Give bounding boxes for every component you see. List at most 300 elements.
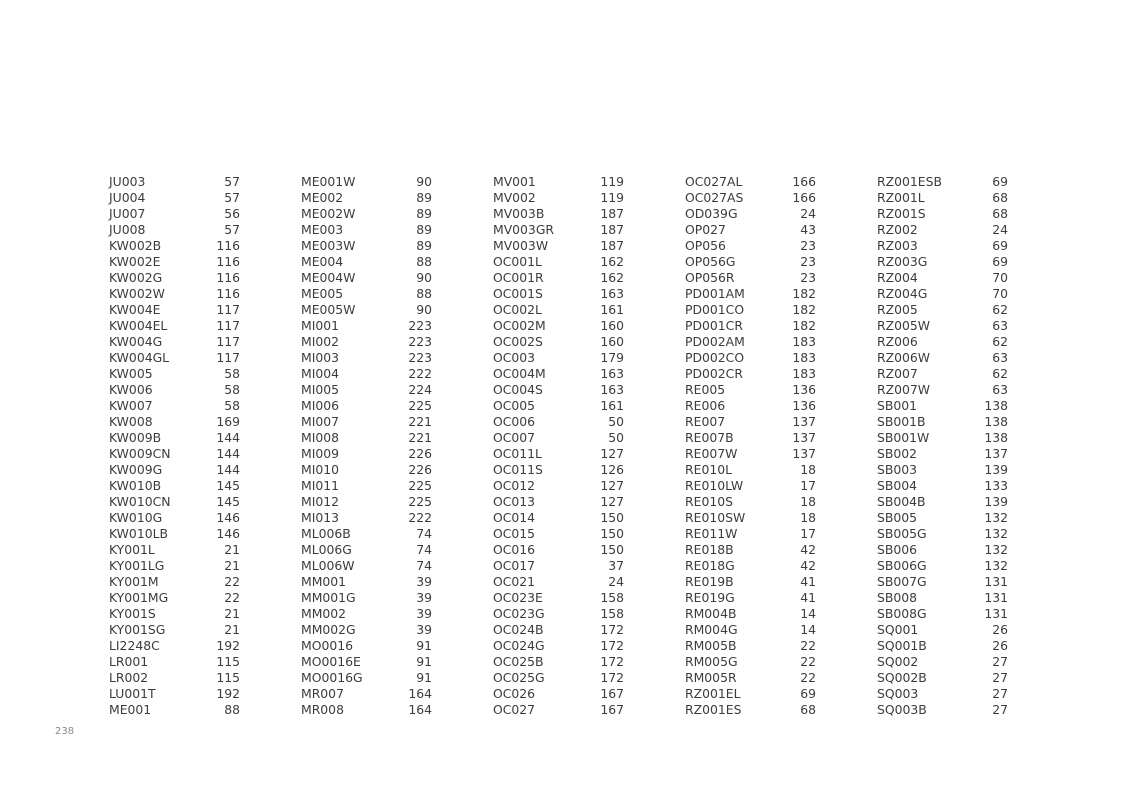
index-entry xyxy=(877,238,1008,254)
product-code: ME004W xyxy=(301,270,356,285)
product-code: OP056 xyxy=(685,238,726,253)
product-code: SB001W xyxy=(877,430,930,445)
index-entry xyxy=(685,238,816,254)
page-reference: 50 xyxy=(608,414,624,429)
product-code: RE007W xyxy=(685,446,738,461)
page-reference: 117 xyxy=(216,318,240,333)
index-entry xyxy=(301,542,432,558)
page-reference: 50 xyxy=(608,430,624,445)
product-code: KY001MG xyxy=(109,590,169,605)
page-reference: 26 xyxy=(992,622,1008,637)
index-entry xyxy=(685,366,816,382)
page-reference: 68 xyxy=(800,702,816,717)
index-entry xyxy=(109,622,240,638)
product-code: MI004 xyxy=(301,366,339,381)
index-column-3 xyxy=(493,174,624,718)
page-reference: 24 xyxy=(992,222,1008,237)
product-code: RE018G xyxy=(685,558,735,573)
page-reference: 42 xyxy=(800,558,816,573)
page-reference: 127 xyxy=(600,446,624,461)
product-code: RM005B xyxy=(685,638,737,653)
product-code: PD002AM xyxy=(685,334,745,349)
product-code: OC013 xyxy=(493,494,536,509)
product-code: MI006 xyxy=(301,398,339,413)
index-entry xyxy=(877,622,1008,638)
page-reference: 21 xyxy=(224,542,240,557)
index-entry xyxy=(301,590,432,606)
page-reference: 224 xyxy=(408,382,432,397)
page-reference: 131 xyxy=(984,574,1008,589)
page-reference: 172 xyxy=(600,622,624,637)
index-entry xyxy=(109,318,240,334)
product-code: SB005 xyxy=(877,510,918,525)
product-code: RE019B xyxy=(685,574,734,589)
page-reference: 182 xyxy=(792,302,816,317)
index-entry xyxy=(493,238,624,254)
product-code: OC002L xyxy=(493,302,542,317)
index-entry xyxy=(877,686,1008,702)
page-reference: 18 xyxy=(800,494,816,509)
page-reference: 167 xyxy=(600,686,624,701)
product-code: KY001L xyxy=(109,542,155,557)
page-reference: 23 xyxy=(800,254,816,269)
product-code: RE018B xyxy=(685,542,734,557)
page-reference: 27 xyxy=(992,702,1008,717)
product-code: ME002W xyxy=(301,206,356,221)
product-code: SB007G xyxy=(877,574,927,589)
product-code: ME001 xyxy=(109,702,152,717)
index-entry xyxy=(685,398,816,414)
page-reference: 145 xyxy=(216,494,240,509)
product-code: SB001 xyxy=(877,398,918,413)
index-entry xyxy=(877,526,1008,542)
page-reference: 39 xyxy=(416,622,432,637)
product-code: OD039G xyxy=(685,206,738,221)
page-reference: 179 xyxy=(600,350,624,365)
index-entry xyxy=(877,574,1008,590)
page-reference: 115 xyxy=(216,670,240,685)
product-code: MI013 xyxy=(301,510,339,525)
index-entry xyxy=(877,190,1008,206)
index-entry xyxy=(877,670,1008,686)
page-reference: 69 xyxy=(992,254,1008,269)
product-code: OC027AS xyxy=(685,190,744,205)
page-reference: 127 xyxy=(600,494,624,509)
product-code: OC024B xyxy=(493,622,544,637)
product-code: MR007 xyxy=(301,686,344,701)
product-code: SB004 xyxy=(877,478,918,493)
index-entry xyxy=(109,462,240,478)
product-code: OC024G xyxy=(493,638,545,653)
product-code: MO0016G xyxy=(301,670,363,685)
index-entry xyxy=(877,606,1008,622)
page-reference: 58 xyxy=(224,366,240,381)
product-code: SQ003 xyxy=(877,686,919,701)
page-reference: 137 xyxy=(792,446,816,461)
index-entry xyxy=(109,638,240,654)
page-reference: 88 xyxy=(416,254,432,269)
index-entry xyxy=(493,398,624,414)
product-code: KW006 xyxy=(109,382,153,397)
page-reference: 222 xyxy=(408,510,432,525)
page-reference: 138 xyxy=(984,430,1008,445)
index-entry xyxy=(109,526,240,542)
product-code: KW009B xyxy=(109,430,162,445)
product-code: OP056G xyxy=(685,254,736,269)
page-reference: 63 xyxy=(992,350,1008,365)
product-code: PD002CR xyxy=(685,366,743,381)
page-reference: 223 xyxy=(408,350,432,365)
index-entry xyxy=(493,190,624,206)
page-reference: 27 xyxy=(992,686,1008,701)
product-code: OC012 xyxy=(493,478,536,493)
index-column-4 xyxy=(685,174,816,718)
page-reference: 139 xyxy=(984,462,1008,477)
index-entry xyxy=(301,238,432,254)
index-entry xyxy=(685,542,816,558)
index-entry xyxy=(877,318,1008,334)
product-code: SB004B xyxy=(877,494,926,509)
product-code: MO0016E xyxy=(301,654,361,669)
product-code: OC002S xyxy=(493,334,543,349)
page-reference: 166 xyxy=(792,190,816,205)
page-reference: 90 xyxy=(416,270,432,285)
product-code: ML006G xyxy=(301,542,352,557)
index-entry xyxy=(877,222,1008,238)
page-reference: 58 xyxy=(224,398,240,413)
product-code: LR002 xyxy=(109,670,149,685)
index-entry xyxy=(877,590,1008,606)
index-entry xyxy=(493,542,624,558)
page-reference: 119 xyxy=(600,190,624,205)
index-entry xyxy=(301,622,432,638)
index-entry xyxy=(877,654,1008,670)
product-code: OC007 xyxy=(493,430,536,445)
page-reference: 57 xyxy=(224,222,240,237)
index-entry xyxy=(301,654,432,670)
index-entry xyxy=(493,574,624,590)
page-reference: 150 xyxy=(600,542,624,557)
page-reference: 226 xyxy=(408,446,432,461)
page-reference: 222 xyxy=(408,366,432,381)
product-code: SQ001 xyxy=(877,622,919,637)
page-reference: 27 xyxy=(992,654,1008,669)
index-entry xyxy=(109,702,240,718)
index-entry xyxy=(685,622,816,638)
product-code: OC023E xyxy=(493,590,543,605)
page-reference: 183 xyxy=(792,366,816,381)
page-reference: 57 xyxy=(224,174,240,189)
index-entry xyxy=(877,446,1008,462)
product-code: RE011W xyxy=(685,526,738,541)
index-entry xyxy=(685,478,816,494)
index-entry xyxy=(685,334,816,350)
index-entry xyxy=(109,382,240,398)
page-reference: 74 xyxy=(416,558,432,573)
index-entry xyxy=(493,414,624,430)
product-code: OC003 xyxy=(493,350,536,365)
index-entry xyxy=(877,462,1008,478)
page-reference: 91 xyxy=(416,638,432,653)
index-entry xyxy=(685,270,816,286)
page-reference: 136 xyxy=(792,398,816,413)
index-entry xyxy=(877,206,1008,222)
product-code: RM005G xyxy=(685,654,738,669)
page-reference: 144 xyxy=(216,462,240,477)
product-code: SB006G xyxy=(877,558,927,573)
page-reference: 137 xyxy=(984,446,1008,461)
page-reference: 63 xyxy=(992,318,1008,333)
product-code: KW010G xyxy=(109,510,163,525)
product-code: KW002W xyxy=(109,286,165,301)
index-entry xyxy=(109,350,240,366)
index-entry xyxy=(301,334,432,350)
page-reference: 63 xyxy=(992,382,1008,397)
index-entry xyxy=(877,334,1008,350)
product-code: SQ002 xyxy=(877,654,919,669)
page-reference: 21 xyxy=(224,606,240,621)
index-entry xyxy=(493,606,624,622)
product-code: RZ005 xyxy=(877,302,918,317)
product-code: RZ003G xyxy=(877,254,928,269)
index-entry xyxy=(493,382,624,398)
page-reference: 127 xyxy=(600,478,624,493)
product-index-grid xyxy=(109,174,1049,734)
page-reference: 23 xyxy=(800,238,816,253)
index-entry xyxy=(493,622,624,638)
page-reference: 132 xyxy=(984,510,1008,525)
product-code: MV002 xyxy=(493,190,536,205)
index-entry xyxy=(109,494,240,510)
page-reference: 150 xyxy=(600,510,624,525)
product-code: PD001CR xyxy=(685,318,743,333)
page-reference: 115 xyxy=(216,654,240,669)
product-code: KW010LB xyxy=(109,526,168,541)
index-entry xyxy=(877,286,1008,302)
page-reference: 187 xyxy=(600,206,624,221)
index-entry xyxy=(109,478,240,494)
index-entry xyxy=(685,686,816,702)
index-entry xyxy=(301,286,432,302)
page-reference: 163 xyxy=(600,366,624,381)
index-entry xyxy=(493,430,624,446)
index-entry xyxy=(301,222,432,238)
index-entry xyxy=(301,686,432,702)
page-reference: 182 xyxy=(792,318,816,333)
page-reference: 116 xyxy=(216,238,240,253)
product-code: ML006W xyxy=(301,558,355,573)
page-reference: 57 xyxy=(224,190,240,205)
product-code: MV003GR xyxy=(493,222,555,237)
product-code: OC026 xyxy=(493,686,536,701)
page-reference: 17 xyxy=(800,526,816,541)
page-reference: 144 xyxy=(216,446,240,461)
index-entry xyxy=(685,254,816,270)
index-entry xyxy=(493,174,624,190)
page-reference: 187 xyxy=(600,238,624,253)
index-entry xyxy=(109,590,240,606)
page-reference: 221 xyxy=(408,430,432,445)
index-entry xyxy=(877,382,1008,398)
page-reference: 74 xyxy=(416,542,432,557)
index-entry xyxy=(109,574,240,590)
product-code: KW004E xyxy=(109,302,161,317)
page-reference: 22 xyxy=(800,638,816,653)
page-reference: 162 xyxy=(600,270,624,285)
index-entry xyxy=(493,638,624,654)
product-code: RE007 xyxy=(685,414,726,429)
product-code: MR008 xyxy=(301,702,344,717)
page-reference: 24 xyxy=(608,574,624,589)
product-code: KW002G xyxy=(109,270,163,285)
index-entry xyxy=(109,254,240,270)
index-entry xyxy=(685,702,816,718)
index-entry xyxy=(301,414,432,430)
product-code: SB005G xyxy=(877,526,927,541)
index-entry xyxy=(109,606,240,622)
product-code: RZ004G xyxy=(877,286,928,301)
index-entry xyxy=(301,318,432,334)
page-reference: 39 xyxy=(416,606,432,621)
product-code: RE005 xyxy=(685,382,726,397)
index-entry xyxy=(301,382,432,398)
index-entry xyxy=(109,430,240,446)
index-entry xyxy=(301,670,432,686)
index-entry xyxy=(109,270,240,286)
product-code: RZ004 xyxy=(877,270,918,285)
page-reference: 225 xyxy=(408,398,432,413)
product-code: MI010 xyxy=(301,462,339,477)
page-reference: 225 xyxy=(408,478,432,493)
page-reference: 158 xyxy=(600,590,624,605)
page-reference: 163 xyxy=(600,286,624,301)
product-code: ME001W xyxy=(301,174,356,189)
product-code: KY001LG xyxy=(109,558,165,573)
page-reference: 89 xyxy=(416,238,432,253)
page-reference: 90 xyxy=(416,302,432,317)
product-code: KY001SG xyxy=(109,622,166,637)
index-entry xyxy=(301,702,432,718)
page-reference: 62 xyxy=(992,302,1008,317)
product-code: RE019G xyxy=(685,590,735,605)
index-entry xyxy=(685,414,816,430)
product-code: MM001 xyxy=(301,574,347,589)
index-entry xyxy=(877,174,1008,190)
index-entry xyxy=(685,350,816,366)
index-entry xyxy=(301,462,432,478)
product-code: ME002 xyxy=(301,190,344,205)
page-reference: 41 xyxy=(800,574,816,589)
page-number: 238 xyxy=(55,726,75,737)
index-entry xyxy=(109,654,240,670)
product-code: RE010L xyxy=(685,462,732,477)
index-entry xyxy=(301,606,432,622)
page-reference: 41 xyxy=(800,590,816,605)
product-code: ME003W xyxy=(301,238,356,253)
product-code: KW004EL xyxy=(109,318,168,333)
product-code: RM004B xyxy=(685,606,737,621)
page-reference: 161 xyxy=(600,398,624,413)
index-entry xyxy=(301,190,432,206)
index-column-5 xyxy=(877,174,1008,718)
page-reference: 89 xyxy=(416,222,432,237)
index-entry xyxy=(493,526,624,542)
index-column-1 xyxy=(109,174,240,718)
product-code: SB002 xyxy=(877,446,918,461)
product-code: OC011S xyxy=(493,462,543,477)
product-code: JU008 xyxy=(109,222,146,237)
page-reference: 116 xyxy=(216,254,240,269)
index-entry xyxy=(109,334,240,350)
page-reference: 117 xyxy=(216,350,240,365)
product-code: OC027 xyxy=(493,702,536,717)
product-code: RZ001ESB xyxy=(877,174,942,189)
index-entry xyxy=(493,446,624,462)
product-code: MI003 xyxy=(301,350,339,365)
product-code: OC025G xyxy=(493,670,545,685)
index-entry xyxy=(301,638,432,654)
product-code: MV003W xyxy=(493,238,549,253)
index-entry xyxy=(493,286,624,302)
page-reference: 192 xyxy=(216,638,240,653)
product-code: OC004S xyxy=(493,382,543,397)
page-reference: 69 xyxy=(800,686,816,701)
page-reference: 37 xyxy=(608,558,624,573)
product-code: KW010B xyxy=(109,478,162,493)
page-reference: 18 xyxy=(800,462,816,477)
page-reference: 132 xyxy=(984,526,1008,541)
page-reference: 136 xyxy=(792,382,816,397)
index-entry xyxy=(877,478,1008,494)
index-entry xyxy=(301,574,432,590)
page-reference: 24 xyxy=(800,206,816,221)
index-entry xyxy=(877,494,1008,510)
page-reference: 146 xyxy=(216,510,240,525)
index-entry xyxy=(877,302,1008,318)
product-code: KW010CN xyxy=(109,494,171,509)
product-code: KW002E xyxy=(109,254,161,269)
index-entry xyxy=(877,558,1008,574)
index-entry xyxy=(685,670,816,686)
product-code: MI009 xyxy=(301,446,339,461)
page-reference: 21 xyxy=(224,558,240,573)
product-code: KW004GL xyxy=(109,350,170,365)
page-reference: 132 xyxy=(984,542,1008,557)
index-entry xyxy=(109,222,240,238)
index-entry xyxy=(877,366,1008,382)
product-code: RE010SW xyxy=(685,510,746,525)
page-reference: 172 xyxy=(600,670,624,685)
page-reference: 144 xyxy=(216,430,240,445)
product-code: OC023G xyxy=(493,606,545,621)
index-entry xyxy=(301,174,432,190)
product-code: RE010LW xyxy=(685,478,744,493)
product-code: OC017 xyxy=(493,558,536,573)
index-entry xyxy=(109,366,240,382)
product-code: OP056R xyxy=(685,270,735,285)
index-entry xyxy=(685,654,816,670)
product-code: LI2248C xyxy=(109,638,160,653)
index-entry xyxy=(493,366,624,382)
page-reference: 160 xyxy=(600,334,624,349)
product-code: OP027 xyxy=(685,222,726,237)
product-code: OC015 xyxy=(493,526,536,541)
index-entry xyxy=(109,206,240,222)
page-reference: 22 xyxy=(224,574,240,589)
page-reference: 62 xyxy=(992,334,1008,349)
index-entry xyxy=(493,254,624,270)
index-entry xyxy=(685,174,816,190)
